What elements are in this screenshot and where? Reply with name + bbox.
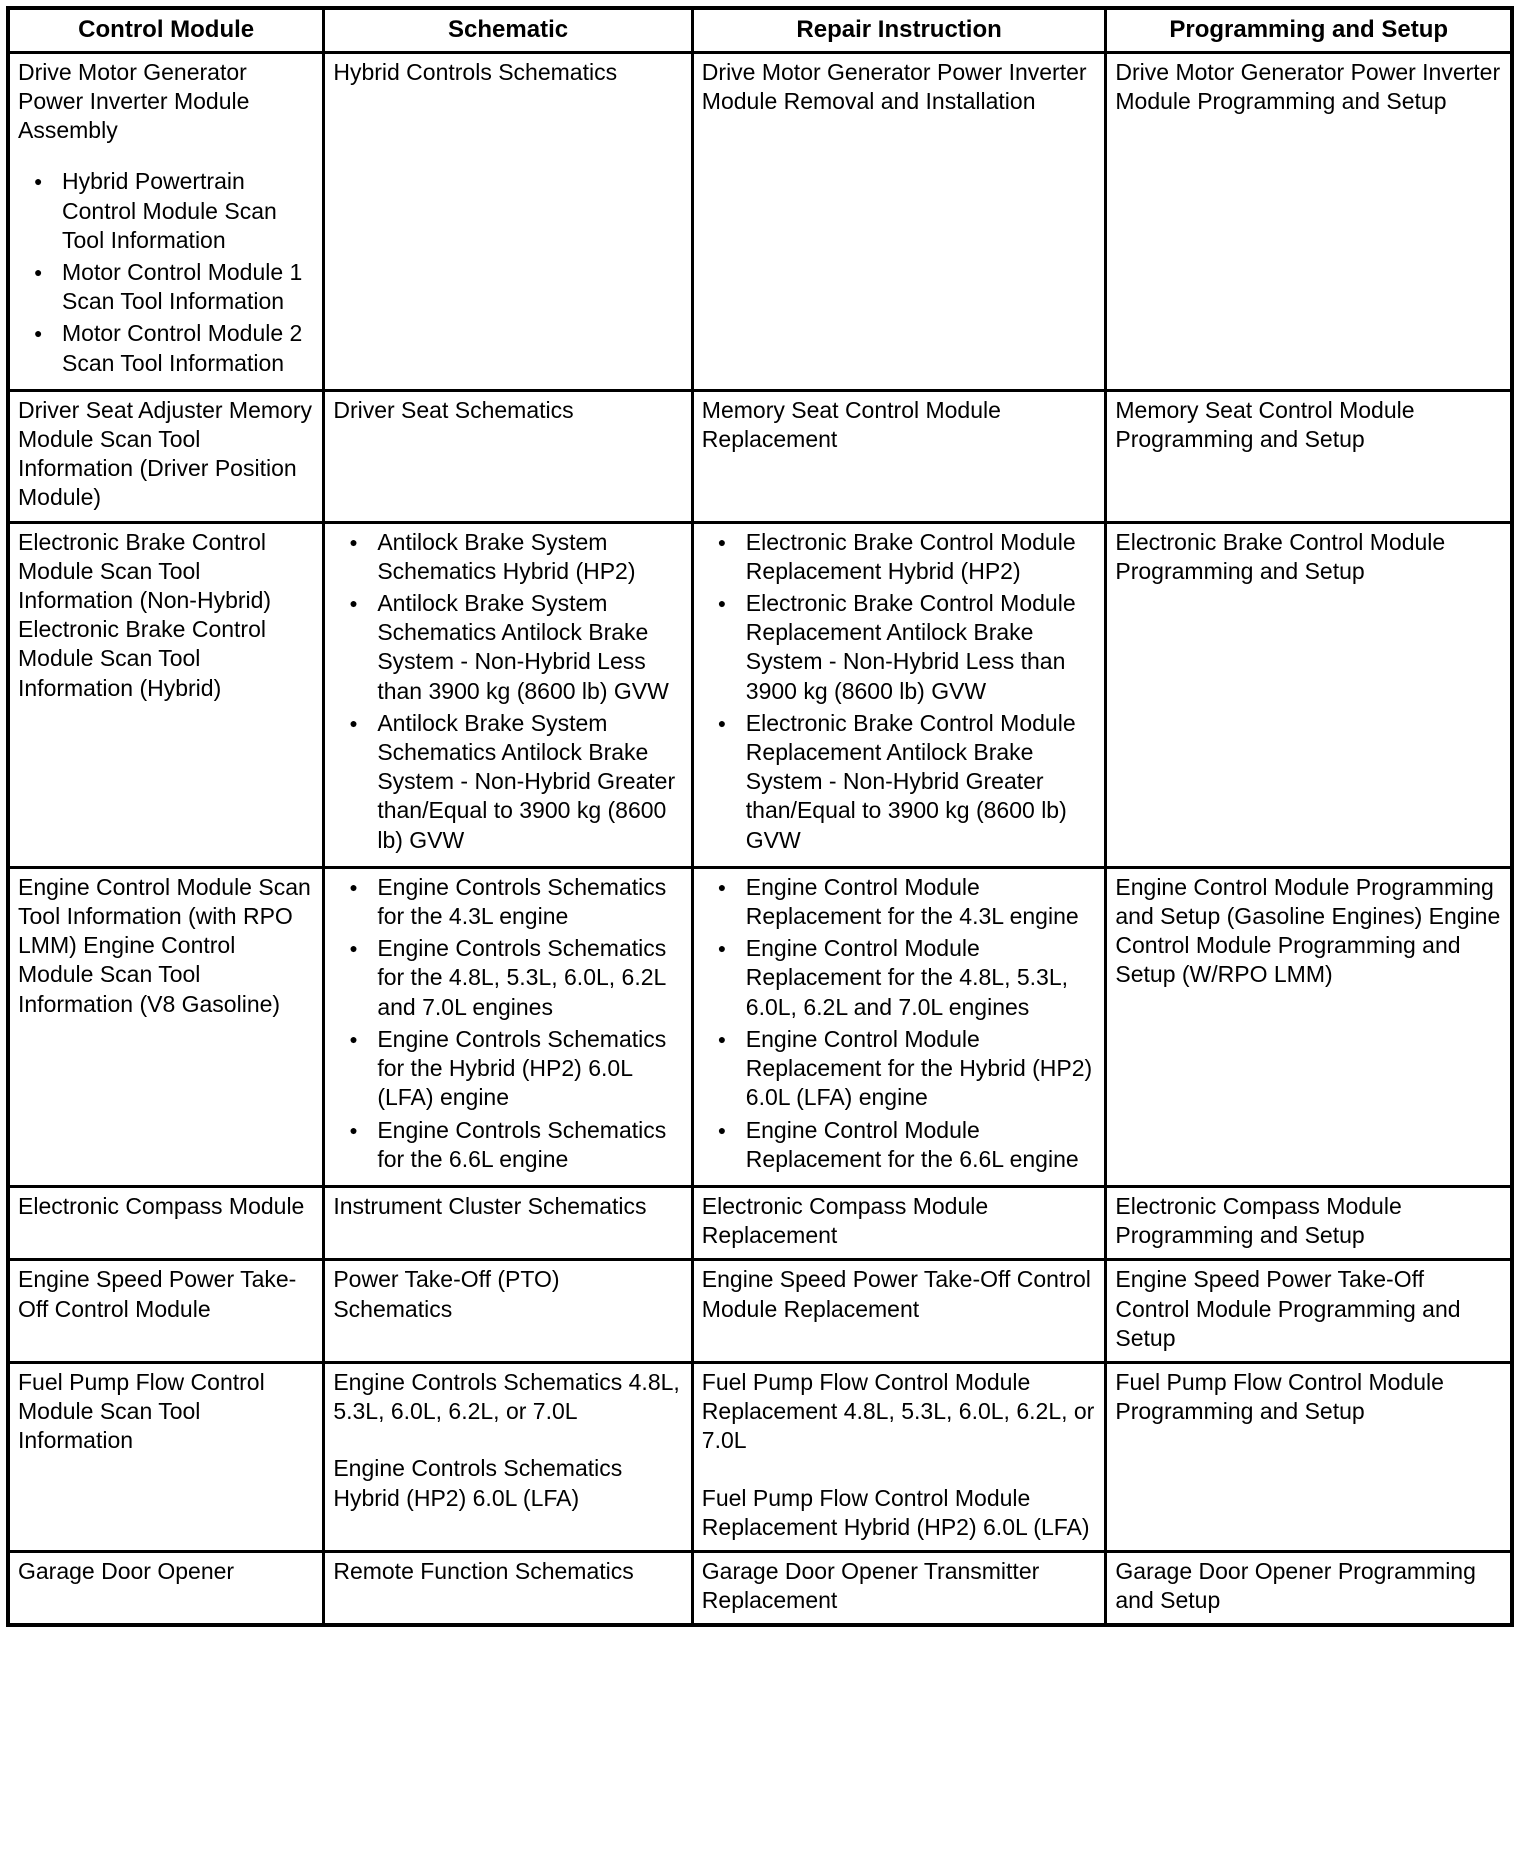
table-cell bbox=[8, 1362, 324, 1551]
table-cell bbox=[8, 1260, 324, 1363]
cell-text: Drive Motor Generator Power Inverter Module Programming and Setup bbox=[1115, 58, 1501, 114]
table-cell bbox=[324, 52, 692, 390]
table-cell bbox=[8, 52, 324, 390]
bullet-list bbox=[702, 528, 1097, 855]
table-cell bbox=[1106, 390, 1512, 522]
table-body bbox=[8, 52, 1512, 1625]
table-cell bbox=[692, 1186, 1106, 1259]
table-row bbox=[8, 867, 1512, 1186]
cell-text: Engine Speed Power Take-Off Control Module Programming and Setup bbox=[1115, 1266, 1461, 1351]
cell-text: Fuel Pump Flow Control Module Scan Tool Information bbox=[18, 1368, 265, 1454]
table-cell bbox=[1106, 1551, 1512, 1625]
bullet-item: ● Engine Controls Schematics for the Hybrid (HP2) 6.0L (LFA) engine bbox=[333, 1025, 682, 1113]
table-cell bbox=[8, 867, 324, 1186]
table-cell bbox=[8, 522, 324, 867]
bullet-item: ● Engine Control Module Replacement for the 6.6L engine bbox=[702, 1116, 1097, 1174]
table-cell bbox=[692, 1362, 1106, 1551]
cell-text: Fuel Pump Flow Control Module Replacement 4.8L, 5.3L, 6.0L, 6.2L, or 7.0L bbox=[701, 1368, 1095, 1454]
cell-text: Engine Control Module Scan Tool Information (with RPO LMM) Engine Control Module Scan Tool Information (V8 Gasoline) bbox=[18, 873, 311, 1017]
bullet-item: ● Electronic Brake Control Module Replacement Antilock Brake System - Non-Hybrid Less than 3900 kg (8600 lb) GVW bbox=[702, 589, 1097, 706]
column-header-programming-and-setup: Programming and Setup bbox=[1106, 8, 1512, 52]
cell-text: Memory Seat Control Module Replacement bbox=[701, 396, 1001, 453]
bullet-item: ● Engine Control Module Replacement for the 4.8L, 5.3L, 6.0L, 6.2L and 7.0L engines bbox=[702, 934, 1097, 1022]
cell-text: Electronic Compass Module Programming and Setup bbox=[1115, 1192, 1402, 1249]
cell-text: Fuel Pump Flow Control Module Replacement Hybrid (HP2) 6.0L (LFA) bbox=[701, 1484, 1090, 1540]
table-cell bbox=[692, 1260, 1106, 1363]
header-row bbox=[8, 8, 1512, 52]
table-cell bbox=[324, 522, 692, 867]
table-cell bbox=[324, 1260, 692, 1363]
table-cell bbox=[324, 1362, 692, 1551]
cell-text: Engine Speed Power Take-Off Control Module bbox=[18, 1266, 297, 1322]
table-cell bbox=[324, 867, 692, 1186]
table-row bbox=[8, 52, 1512, 390]
table-cell bbox=[692, 867, 1106, 1186]
table-cell bbox=[1106, 522, 1512, 867]
bullet-item: ● Antilock Brake System Schematics Antilock Brake System - Non-Hybrid Greater than/Equal to 3900 kg (8600 lb) GVW bbox=[333, 709, 682, 855]
bullet-item: ● Motor Control Module 2 Scan Tool Information bbox=[18, 319, 314, 377]
cell-text: Garage Door Opener Transmitter Replacement bbox=[701, 1557, 1040, 1614]
cell-text: Electronic Brake Control Module Scan Tool Information (Non-Hybrid) Electronic Brake Control Module Scan Tool Information (Hybrid) bbox=[18, 528, 272, 701]
table-cell bbox=[324, 1186, 692, 1259]
cell-text: Instrument Cluster Schematics bbox=[333, 1192, 647, 1219]
table-row bbox=[8, 1186, 1512, 1259]
table-row bbox=[8, 1362, 1512, 1551]
cell-text: Memory Seat Control Module Programming and Setup bbox=[1115, 396, 1415, 453]
cell-text: Electronic Brake Control Module Programming and Setup bbox=[1115, 528, 1446, 584]
bullet-item: ● Engine Controls Schematics for the 4.3L engine bbox=[333, 873, 682, 931]
bullet-list bbox=[333, 873, 682, 1174]
table-cell bbox=[692, 1551, 1106, 1625]
cell-text: Drive Motor Generator Power Inverter Module Assembly bbox=[18, 58, 250, 144]
table-cell bbox=[324, 390, 692, 522]
cell-text: Hybrid Controls Schematics bbox=[333, 58, 618, 85]
cell-text: Engine Controls Schematics Hybrid (HP2) 6.0L (LFA) bbox=[333, 1455, 623, 1511]
table-row bbox=[8, 1260, 1512, 1363]
cell-text: Electronic Compass Module bbox=[18, 1192, 305, 1219]
cell-text: Power Take-Off (PTO) Schematics bbox=[333, 1266, 560, 1322]
cell-text: Remote Function Schematics bbox=[333, 1557, 634, 1584]
table-cell bbox=[692, 522, 1106, 867]
cell-text: Electronic Compass Module Replacement bbox=[701, 1192, 989, 1249]
bullet-item: ● Engine Control Module Replacement for the 4.3L engine bbox=[702, 873, 1097, 931]
table-cell bbox=[8, 1551, 324, 1625]
bullet-item: ● Electronic Brake Control Module Replacement Hybrid (HP2) bbox=[702, 528, 1097, 586]
table-cell bbox=[1106, 1186, 1512, 1259]
cell-text: Driver Seat Adjuster Memory Module Scan Tool Information (Driver Position Module) bbox=[18, 396, 312, 511]
table-row bbox=[8, 1551, 1512, 1625]
table-header bbox=[8, 8, 1512, 52]
bullet-item: ● Engine Control Module Replacement for the Hybrid (HP2) 6.0L (LFA) engine bbox=[702, 1025, 1097, 1113]
column-header-control-module: Control Module bbox=[8, 8, 324, 52]
bullet-list bbox=[18, 167, 314, 377]
cell-text: Garage Door Opener bbox=[18, 1557, 235, 1584]
table-cell bbox=[692, 52, 1106, 390]
table-cell bbox=[1106, 867, 1512, 1186]
column-header-schematic: Schematic bbox=[324, 8, 692, 52]
table-row bbox=[8, 390, 1512, 522]
bullet-list bbox=[702, 873, 1097, 1174]
bullet-item: ● Motor Control Module 1 Scan Tool Information bbox=[18, 258, 314, 316]
cell-text: Drive Motor Generator Power Inverter Module Removal and Installation bbox=[701, 58, 1087, 114]
bullet-item: ● Hybrid Powertrain Control Module Scan Tool Information bbox=[18, 167, 314, 255]
control-module-table bbox=[6, 6, 1514, 1627]
bullet-item: ● Electronic Brake Control Module Replacement Antilock Brake System - Non-Hybrid Greater than/Equal to 3900 kg (8600 lb) GVW bbox=[702, 709, 1097, 855]
column-header-repair-instruction: Repair Instruction bbox=[692, 8, 1106, 52]
table-cell bbox=[1106, 1362, 1512, 1551]
cell-text: Driver Seat Schematics bbox=[333, 396, 574, 423]
bullet-item: ● Antilock Brake System Schematics Antilock Brake System - Non-Hybrid Less than 3900 kg (8600 lb) GVW bbox=[333, 589, 682, 706]
bullet-list bbox=[333, 528, 682, 855]
table-cell bbox=[324, 1551, 692, 1625]
cell-text: Engine Controls Schematics 4.8L, 5.3L, 6.0L, 6.2L, or 7.0L bbox=[333, 1368, 680, 1425]
cell-text: Fuel Pump Flow Control Module Programming and Setup bbox=[1115, 1368, 1444, 1425]
cell-text: Garage Door Opener Programming and Setup bbox=[1115, 1557, 1476, 1614]
table-cell bbox=[8, 390, 324, 522]
bullet-item: ● Engine Controls Schematics for the 6.6L engine bbox=[333, 1116, 682, 1174]
table-cell bbox=[1106, 1260, 1512, 1363]
table-cell bbox=[692, 390, 1106, 522]
table-row bbox=[8, 522, 1512, 867]
table-cell bbox=[8, 1186, 324, 1259]
cell-text: Engine Speed Power Take-Off Control Module Replacement bbox=[701, 1266, 1091, 1322]
cell-text: Engine Control Module Programming and Setup (Gasoline Engines) Engine Control Module Programming and Setup (W/RPO LMM) bbox=[1115, 873, 1501, 988]
bullet-item: ● Engine Controls Schematics for the 4.8L, 5.3L, 6.0L, 6.2L and 7.0L engines bbox=[333, 934, 682, 1022]
bullet-item: ● Antilock Brake System Schematics Hybrid (HP2) bbox=[333, 528, 682, 586]
table-cell bbox=[1106, 52, 1512, 390]
